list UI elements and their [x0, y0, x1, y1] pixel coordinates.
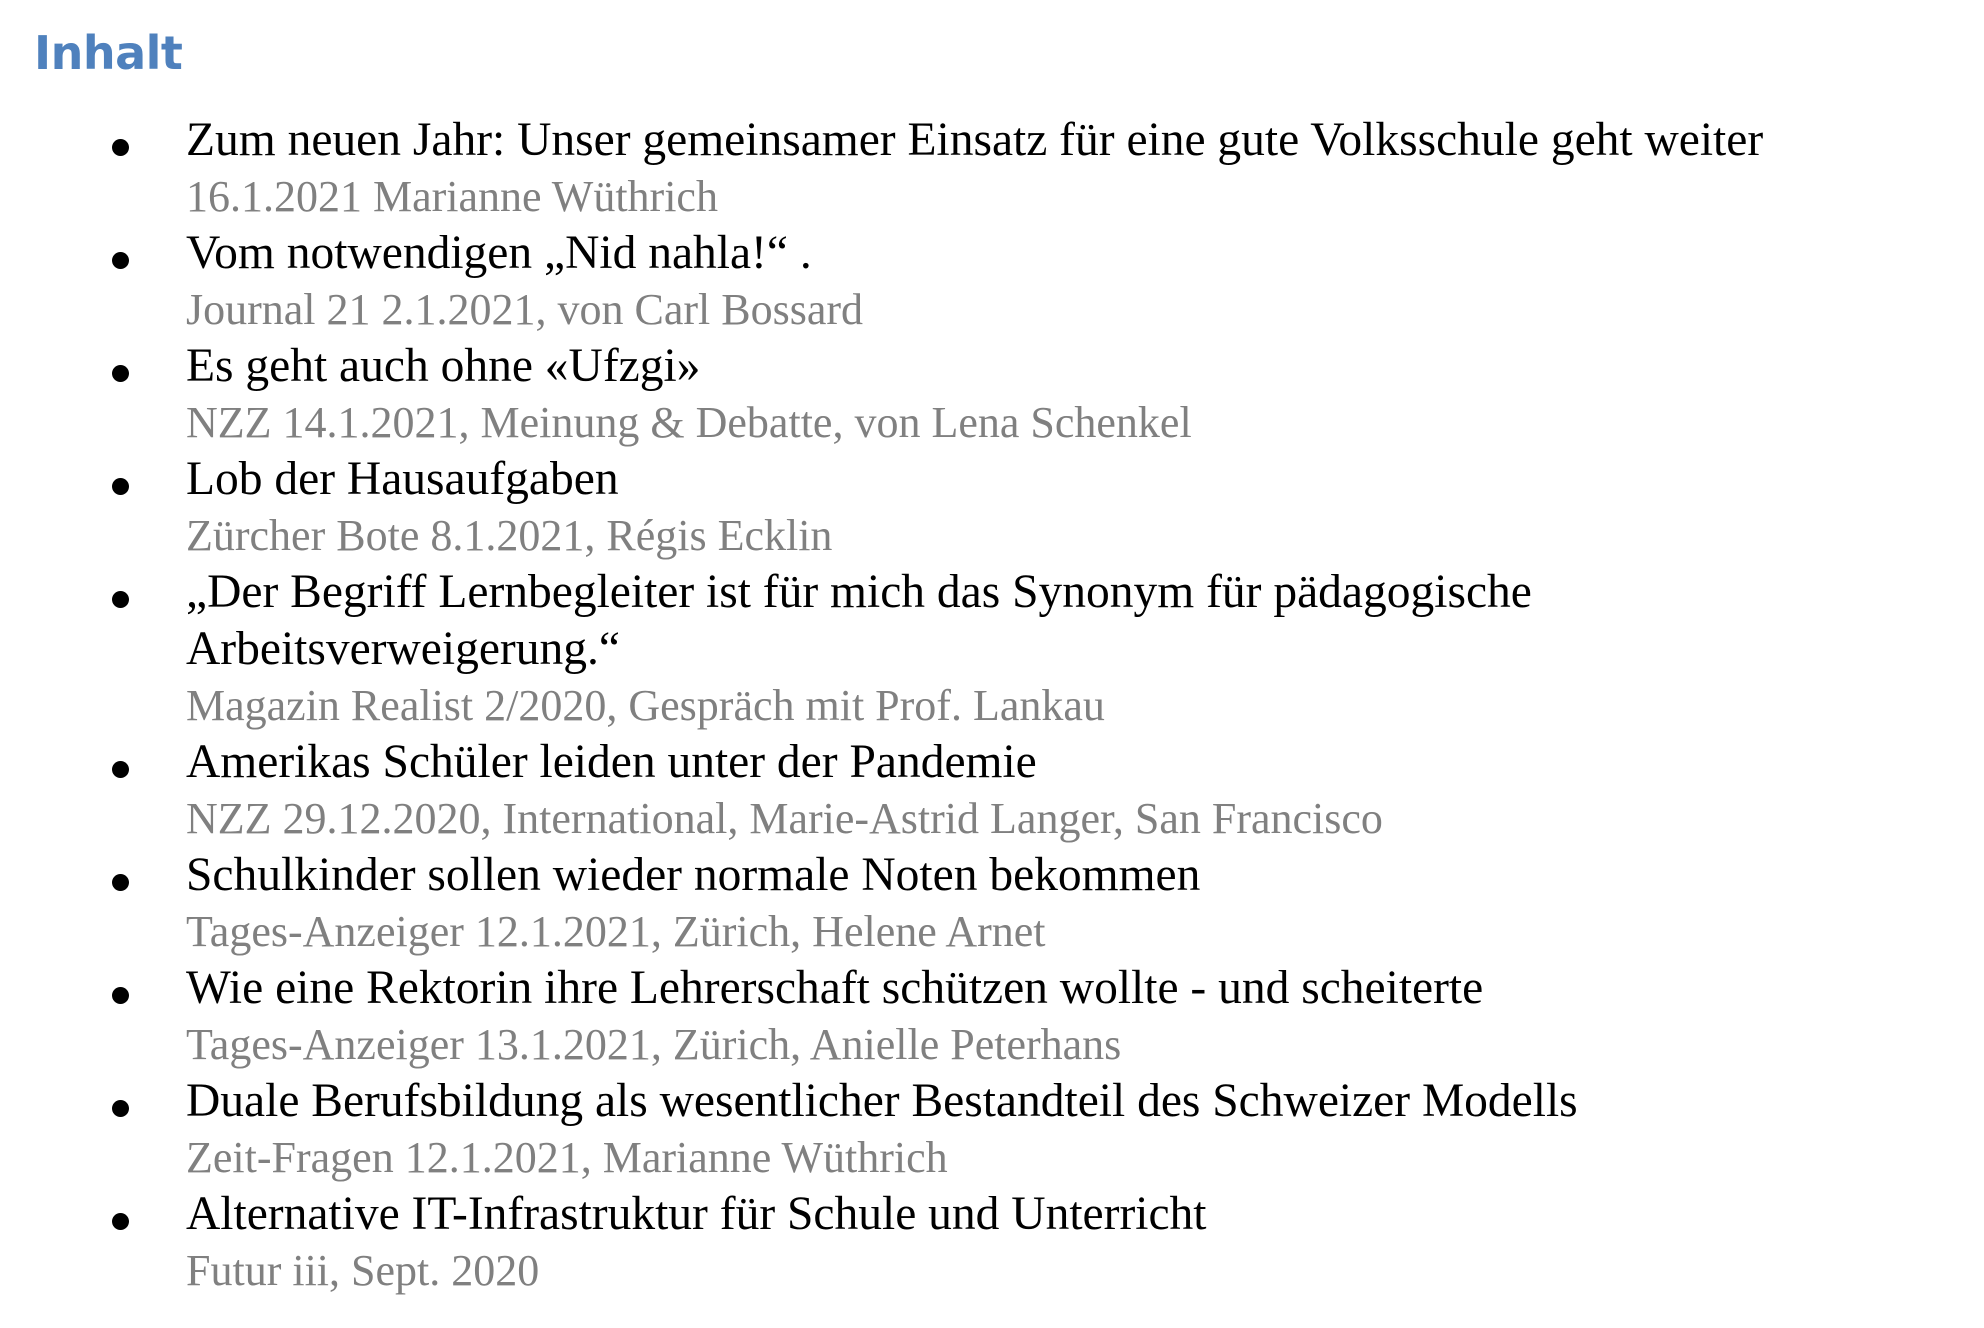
toc-item [0, 225, 1984, 338]
toc-item-meta: Journal 21 2.1.2021, von Carl Bossard [186, 285, 864, 334]
bullet-icon [112, 987, 129, 1004]
bullet-icon [112, 591, 129, 608]
toc-item-meta: NZZ 14.1.2021, Meinung & Debatte, von Lena Schenkel [186, 398, 1192, 447]
toc-item-title[interactable]: Lob der Hausaufgaben [186, 453, 619, 505]
toc-item-title[interactable]: Wie eine Rektorin ihre Lehrerschaft schützen wollte - und scheiterte [186, 962, 1484, 1014]
toc-item-title[interactable]: „Der Begriff Lernbegleiter ist für mich das Synonym für pädagogische Arbeitsverweigerung.“ [186, 566, 1542, 675]
toc-item [0, 960, 1984, 1073]
toc-item [0, 734, 1984, 847]
toc-item-title[interactable]: Alternative IT-Infrastruktur für Schule und Unterricht [186, 1188, 1207, 1240]
bullet-icon [112, 874, 129, 891]
toc-list [0, 112, 1984, 1299]
toc-item [0, 338, 1984, 451]
toc-item-meta: Zeit-Fragen 12.1.2021, Marianne Wüthrich [186, 1133, 948, 1182]
toc-item-meta: Futur iii, Sept. 2020 [186, 1246, 540, 1295]
toc-item-meta: 16.1.2021 Marianne Wüthrich [186, 172, 718, 221]
bullet-icon [112, 1213, 129, 1230]
toc-item-title[interactable]: Zum neuen Jahr: Unser gemeinsamer Einsatz für eine gute Volksschule geht weiter [186, 114, 1764, 166]
toc-item-meta: Tages-Anzeiger 13.1.2021, Zürich, Anielle Peterhans [186, 1020, 1122, 1069]
toc-item-meta: NZZ 29.12.2020, International, Marie-Astrid Langer, San Francisco [186, 794, 1383, 843]
toc-item [0, 1073, 1984, 1186]
toc-item [0, 112, 1984, 225]
toc-item-meta: Magazin Realist 2/2020, Gespräch mit Prof. Lankau [186, 681, 1105, 730]
bullet-icon [112, 365, 129, 382]
toc-item-title[interactable]: Es geht auch ohne «Ufzgi» [186, 340, 701, 392]
toc-item [0, 564, 1984, 734]
bullet-icon [112, 1100, 129, 1117]
bullet-icon [112, 761, 129, 778]
toc-item-meta: Tages-Anzeiger 12.1.2021, Zürich, Helene Arnet [186, 907, 1046, 956]
bullet-icon [112, 252, 129, 269]
toc-item [0, 1186, 1984, 1299]
bullet-icon [112, 139, 129, 156]
toc-item [0, 451, 1984, 564]
toc-item-title[interactable]: Vom notwendigen „Nid nahla!“ . [186, 227, 812, 279]
toc-item-meta: Zürcher Bote 8.1.2021, Régis Ecklin [186, 511, 833, 560]
bullet-icon [112, 478, 129, 495]
toc-item-title[interactable]: Duale Berufsbildung als wesentlicher Bestandteil des Schweizer Modells [186, 1075, 1578, 1127]
toc-item [0, 847, 1984, 960]
toc-item-title[interactable]: Amerikas Schüler leiden unter der Pandemie [186, 736, 1037, 788]
toc-heading: Inhalt [34, 26, 183, 80]
toc-item-title[interactable]: Schulkinder sollen wieder normale Noten bekommen [186, 849, 1201, 901]
